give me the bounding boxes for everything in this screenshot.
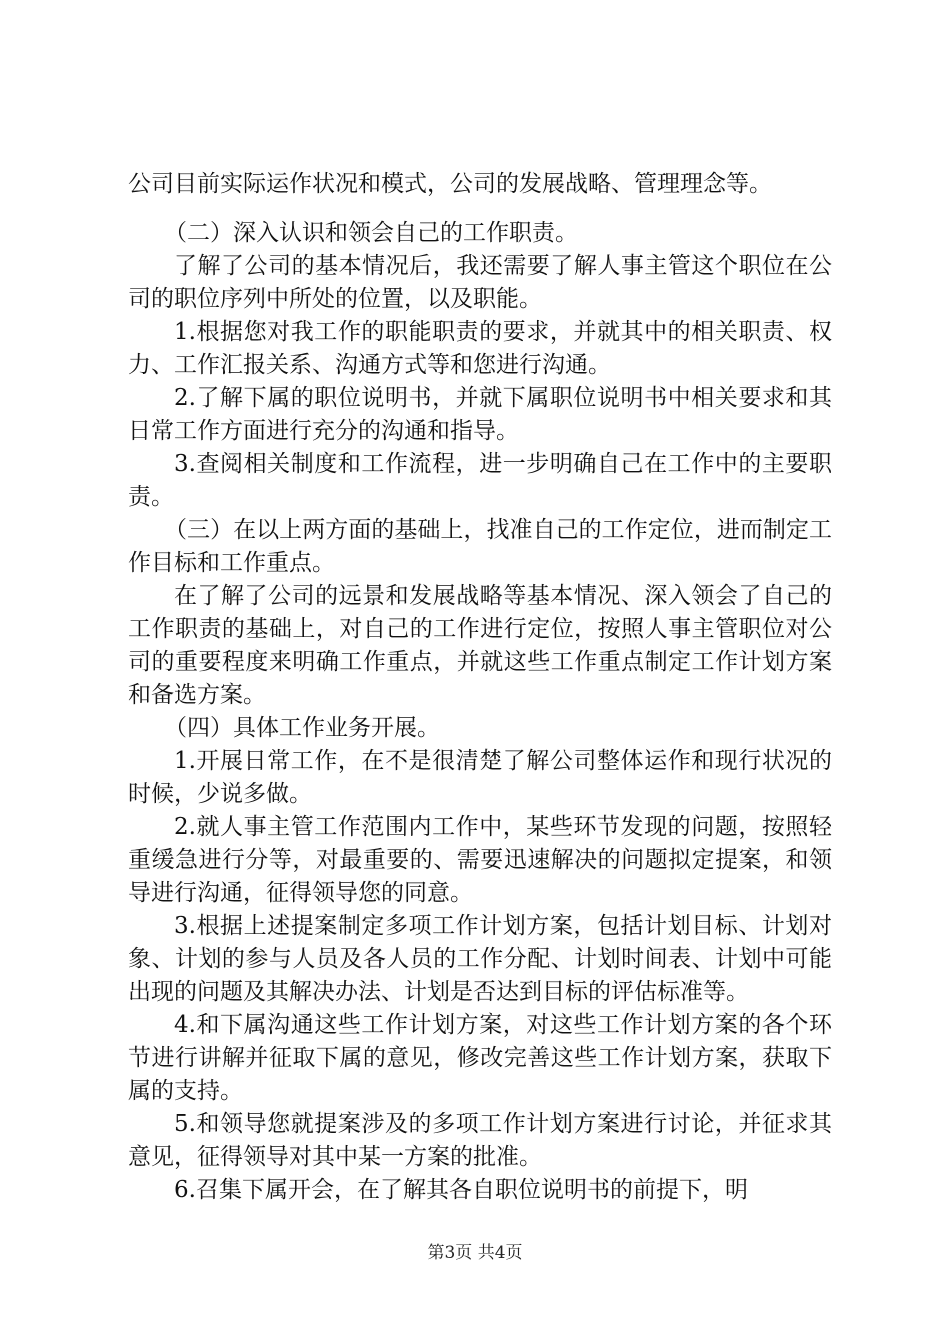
list-item: 1.开展日常工作，在不是很清楚了解公司整体运作和现行状况的时候，少说多做。 bbox=[128, 748, 832, 807]
paragraph-continuation: 公司目前实际运作状况和模式，公司的发展战略、管理理念等。 bbox=[128, 171, 772, 197]
list-item: 3.查阅相关制度和工作流程，进一步明确自己在工作中的主要职责。 bbox=[128, 451, 832, 510]
list-item: 6.召集下属开会，在了解其各自职位说明书的前提下，明 bbox=[174, 1177, 748, 1203]
document-body bbox=[128, 168, 832, 1207]
paragraph: 了解了公司的基本情况后，我还需要了解人事主管这个职位在公司的职位序列中所处的位置，以及职能。 bbox=[128, 253, 832, 312]
list-item: 4.和下属沟通这些工作计划方案，对这些工作计划方案的各个环节进行讲解并征取下属的意见，修改完善这些工作计划方案，获取下属的支持。 bbox=[128, 1012, 832, 1104]
paragraph-gap bbox=[128, 201, 832, 217]
list-item: 2.了解下属的职位说明书，并就下属职位说明书中相关要求和其日常工作方面进行充分的沟通和指导。 bbox=[128, 385, 832, 444]
paragraph: 在了解了公司的远景和发展战略等基本情况、深入领会了自己的工作职责的基础上，对自己的工作进行定位，按照人事主管职位对公司的重要程度来明确工作重点，并就这些工作重点制定工作计划方案和备选方案。 bbox=[128, 583, 832, 708]
list-item: 2.就人事主管工作范围内工作中，某些环节发现的问题，按照轻重缓急进行分等，对最重要的、需要迅速解决的问题拟定提案，和领导进行沟通，征得领导您的同意。 bbox=[128, 814, 832, 906]
section-heading-4: （四）具体工作业务开展。 bbox=[164, 715, 440, 741]
page-number-footer: 第3页 共4页 bbox=[427, 1243, 523, 1263]
section-heading-2: （二）深入认识和领会自己的工作职责。 bbox=[164, 220, 578, 246]
list-item: 3.根据上述提案制定多项工作计划方案，包括计划目标、计划对象、计划的参与人员及各人员的工作分配、计划时间表、计划中可能出现的问题及其解决办法、计划是否达到目标的评估标准等。 bbox=[128, 913, 832, 1005]
list-item: 5.和领导您就提案涉及的多项工作计划方案进行讨论，并征求其意见，征得领导对其中某一方案的批准。 bbox=[128, 1111, 832, 1170]
list-item: 1.根据您对我工作的职能职责的要求，并就其中的相关职责、权力、工作汇报关系、沟通方式等和您进行沟通。 bbox=[128, 319, 832, 378]
section-heading-3: （三）在以上两方面的基础上，找准自己的工作定位，进而制定工作目标和工作重点。 bbox=[128, 517, 832, 576]
